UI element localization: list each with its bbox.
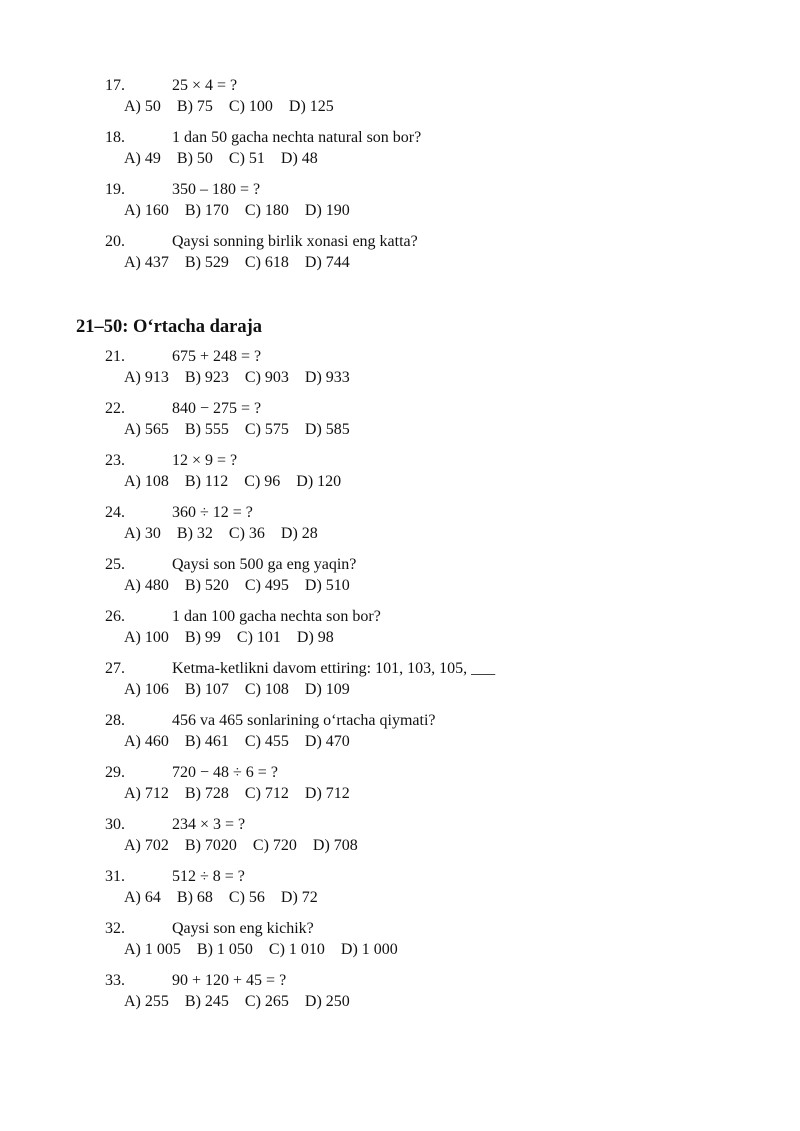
question-item [0, 709, 800, 761]
question-item [0, 969, 800, 1021]
answer-option: D) 190 [304, 202, 350, 219]
answer-option: D) 1 000 [340, 941, 398, 958]
question-text: 675 + 248 = ? [172, 348, 262, 365]
question-number: 31. [105, 868, 125, 885]
question-text: 512 ÷ 8 = ? [172, 868, 245, 885]
answer-option: B) 520 [184, 577, 229, 594]
question-item [0, 917, 800, 969]
answer-option: A) 50 [124, 98, 161, 115]
question-item [0, 449, 800, 501]
question-text: 12 × 9 = ? [172, 452, 238, 469]
answer-options [124, 470, 357, 494]
answer-option: D) 470 [304, 733, 350, 750]
question-item [0, 553, 800, 605]
answer-option: A) 913 [124, 369, 169, 386]
answer-option: B) 75 [176, 98, 213, 115]
answer-option: A) 160 [124, 202, 169, 219]
answer-option: B) 32 [176, 525, 213, 542]
answer-option: A) 106 [124, 681, 169, 698]
answer-option: D) 98 [296, 629, 334, 646]
question-text: 1 dan 100 gacha nechta son bor? [172, 608, 381, 625]
question-item [0, 345, 800, 397]
answer-options [124, 418, 366, 442]
answer-option: A) 1 005 [124, 941, 181, 958]
question-text: Qaysi son 500 ga eng yaqin? [172, 556, 357, 573]
answer-options [124, 95, 350, 119]
question-number: 20. [105, 233, 125, 250]
question-section-intermediate [0, 315, 800, 1021]
answer-option: C) 455 [244, 733, 289, 750]
answer-options [124, 366, 366, 390]
question-item [0, 397, 800, 449]
answer-option: A) 565 [124, 421, 169, 438]
answer-option: D) 48 [280, 150, 318, 167]
question-item [0, 501, 800, 553]
answer-options [124, 730, 366, 754]
question-text: Ketma-ketlikni davom ettiring: 101, 103, 105, ___ [172, 660, 496, 677]
section-heading: 21–50: O‘rtacha daraja [76, 317, 262, 337]
question-text: 840 − 275 = ? [172, 400, 262, 417]
answer-option: A) 480 [124, 577, 169, 594]
question-item [0, 126, 800, 178]
answer-option: B) 170 [184, 202, 229, 219]
answer-option: B) 461 [184, 733, 229, 750]
question-number: 22. [105, 400, 125, 417]
question-number: 23. [105, 452, 125, 469]
answer-option: C) 108 [244, 681, 289, 698]
answer-options [124, 147, 334, 171]
answer-option: B) 112 [184, 473, 229, 490]
answer-option: A) 712 [124, 785, 169, 802]
answer-options [124, 678, 366, 702]
answer-option: D) 109 [304, 681, 350, 698]
question-section-basic [0, 74, 800, 282]
question-number: 32. [105, 920, 125, 937]
question-number: 26. [105, 608, 125, 625]
answer-option: D) 250 [304, 993, 350, 1010]
answer-option: C) 903 [244, 369, 289, 386]
answer-option: C) 51 [228, 150, 265, 167]
answer-option: D) 72 [280, 889, 318, 906]
answer-option: B) 1 050 [196, 941, 253, 958]
question-item [0, 178, 800, 230]
answer-options [124, 626, 350, 650]
question-text: Qaysi son eng kichik? [172, 920, 314, 937]
question-text: 720 − 48 ÷ 6 = ? [172, 764, 278, 781]
question-number: 21. [105, 348, 125, 365]
answer-option: D) 28 [280, 525, 318, 542]
question-number: 30. [105, 816, 125, 833]
question-number: 25. [105, 556, 125, 573]
answer-option: C) 265 [244, 993, 289, 1010]
answer-option: A) 30 [124, 525, 161, 542]
question-number: 28. [105, 712, 125, 729]
question-number: 19. [105, 181, 125, 198]
answer-options [124, 782, 366, 806]
answer-options [124, 990, 366, 1014]
answer-option: D) 125 [288, 98, 334, 115]
answer-option: C) 720 [252, 837, 297, 854]
answer-option: C) 495 [244, 577, 289, 594]
answer-options [124, 251, 366, 275]
question-number: 17. [105, 77, 125, 94]
answer-option: B) 99 [184, 629, 221, 646]
answer-option: C) 180 [244, 202, 289, 219]
answer-option: D) 510 [304, 577, 350, 594]
answer-option: D) 120 [296, 473, 342, 490]
question-item [0, 74, 800, 126]
question-item [0, 865, 800, 917]
answer-option: B) 50 [176, 150, 213, 167]
answer-option: B) 555 [184, 421, 229, 438]
answer-option: A) 100 [124, 629, 169, 646]
answer-options [124, 834, 374, 858]
answer-option: C) 575 [244, 421, 289, 438]
question-number: 24. [105, 504, 125, 521]
answer-option: A) 49 [124, 150, 161, 167]
answer-options [124, 938, 414, 962]
answer-option: B) 107 [184, 681, 229, 698]
question-text: Qaysi sonning birlik xonasi eng katta? [172, 233, 418, 250]
answer-options [124, 574, 366, 598]
answer-option: D) 585 [304, 421, 350, 438]
answer-option: D) 712 [304, 785, 350, 802]
question-number: 27. [105, 660, 125, 677]
question-text: 25 × 4 = ? [172, 77, 238, 94]
answer-option: C) 101 [236, 629, 281, 646]
answer-option: C) 712 [244, 785, 289, 802]
question-text: 234 × 3 = ? [172, 816, 246, 833]
answer-options [124, 199, 366, 223]
answer-option: A) 702 [124, 837, 169, 854]
answer-options [124, 522, 334, 546]
question-text: 90 + 120 + 45 = ? [172, 972, 287, 989]
answer-options [124, 886, 334, 910]
answer-option: B) 923 [184, 369, 229, 386]
question-item [0, 605, 800, 657]
answer-option: C) 618 [244, 254, 289, 271]
question-number: 29. [105, 764, 125, 781]
answer-option: C) 96 [244, 473, 281, 490]
answer-option: C) 1 010 [268, 941, 325, 958]
answer-option: A) 437 [124, 254, 169, 271]
answer-option: C) 56 [228, 889, 265, 906]
question-item [0, 761, 800, 813]
answer-option: D) 933 [304, 369, 350, 386]
answer-option: B) 68 [176, 889, 213, 906]
question-number: 33. [105, 972, 125, 989]
answer-option: A) 255 [124, 993, 169, 1010]
answer-option: C) 36 [228, 525, 265, 542]
answer-option: A) 460 [124, 733, 169, 750]
answer-option: D) 708 [312, 837, 358, 854]
answer-option: B) 7020 [184, 837, 237, 854]
question-text: 456 va 465 sonlarining o‘rtacha qiymati? [172, 712, 436, 729]
answer-option: B) 245 [184, 993, 229, 1010]
answer-option: A) 64 [124, 889, 161, 906]
question-item [0, 230, 800, 282]
question-number: 18. [105, 129, 125, 146]
question-text: 1 dan 50 gacha nechta natural son bor? [172, 129, 422, 146]
answer-option: C) 100 [228, 98, 273, 115]
answer-option: B) 529 [184, 254, 229, 271]
answer-option: B) 728 [184, 785, 229, 802]
question-text: 360 ÷ 12 = ? [172, 504, 253, 521]
answer-option: D) 744 [304, 254, 350, 271]
answer-option: A) 108 [124, 473, 169, 490]
question-item [0, 657, 800, 709]
question-text: 350 – 180 = ? [172, 181, 261, 198]
question-item [0, 813, 800, 865]
